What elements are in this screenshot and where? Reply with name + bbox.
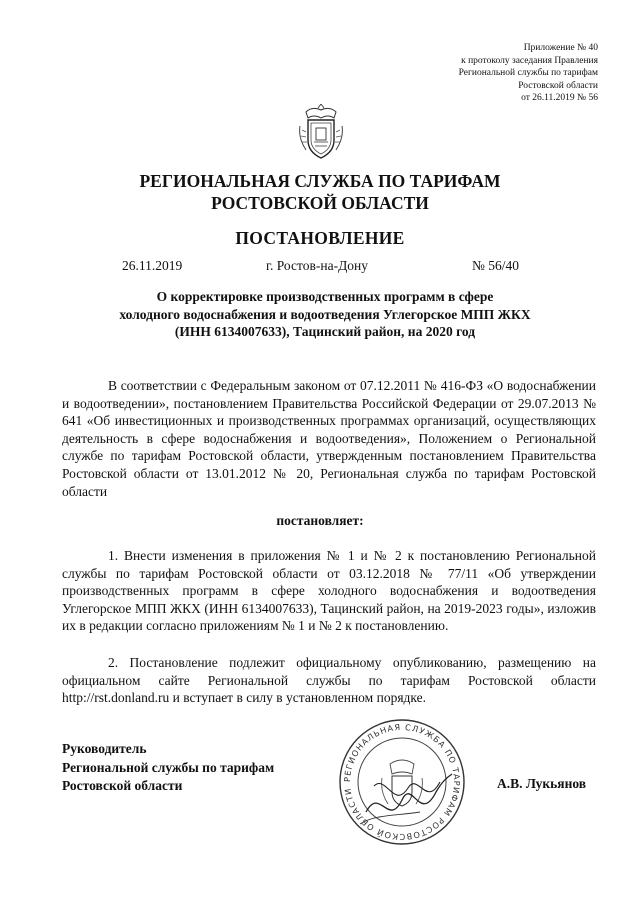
seal-text: РЕГИОНАЛЬНАЯ СЛУЖБА ПО ТАРИФАМ РОСТОВСКОЙ ОБЛАСТИ xyxy=(341,721,463,843)
signatory-title-line: Ростовской области xyxy=(62,778,183,793)
signatory-title xyxy=(62,740,274,796)
document-subject xyxy=(60,288,590,341)
preamble-paragraph: В соответствии с Федеральным законом от 07.12.2011 № 416-ФЗ «О водоснабжении и водоотведении», постановлением Правительства Российской Федерации от 29.07.2013 № 641 «Об инвестиционных и производственных программах организаций, осуществляющих деятельность в сфере водоснабжения и водоотведения», Положением о Региональной службе по тарифам Ростовской области, утвержденным постановлением Правительства Ростовской области от 13.01.2012 № 20, Региональная служба по тарифам Ростовской области xyxy=(62,378,596,499)
document-type: ПОСТАНОВЛЕНИЕ xyxy=(235,228,405,248)
organization-name xyxy=(0,170,640,214)
document-number: № 56/40 xyxy=(472,258,520,273)
appendix-line: Приложение № 40 xyxy=(523,43,598,53)
document-date: 26.11.2019 xyxy=(122,258,183,273)
subject-line: (ИНН 6134007633), Тацинский район, на 2020 год xyxy=(174,324,476,339)
signatory-title-line: Региональной службы по тарифам xyxy=(62,759,275,775)
appendix-line: к протоколу заседания Правления xyxy=(461,55,598,66)
appendix-line: Региональной службы по тарифам xyxy=(458,68,598,78)
official-seal-icon xyxy=(336,716,468,848)
appendix-line: Ростовской области xyxy=(518,80,598,91)
coat-of-arms-icon xyxy=(296,104,346,162)
document-city: г. Ростов-на-Дону xyxy=(266,258,369,273)
org-line: РОСТОВСКОЙ ОБЛАСТИ xyxy=(211,193,429,213)
org-line: РЕГИОНАЛЬНАЯ СЛУЖБА ПО ТАРИФАМ xyxy=(139,171,501,191)
subject-line: холодного водоснабжения и водоотведения Углегорское МПП ЖКХ xyxy=(119,306,531,322)
item-2-paragraph: 2. Постановление подлежит официальному опубликованию, размещению на официальном сайте Региональной службы по тарифам Ростовской области http://rst.donland.ru и вступает в силу в установленном порядке. xyxy=(62,655,596,706)
signatory-name: А.В. Лукьянов xyxy=(497,776,587,791)
item-1-paragraph: 1. Внести изменения в приложения № 1 и № 2 к постановлению Региональной службы по тарифам Ростовской области от 03.12.2018 № 77/11 «Об утверждении производственных программ в сфере холодного водоснабжения и водоотведения Углегорское МПП ЖКХ (ИНН 6134007633), Тацинский район, на 2019-2023 годы», изложив их в редакции согласно приложениям № 1 и № 2 к постановлению. xyxy=(62,548,596,634)
subject-line: О корректировке производственных программ в сфере xyxy=(156,289,494,304)
svg-text:РЕГИОНАЛЬНАЯ СЛУЖБА ПО ТАРИФАМ xyxy=(342,722,462,842)
appendix-note xyxy=(358,42,598,105)
appendix-line: от 26.11.2019 № 56 xyxy=(521,93,598,103)
resolves-heading: постановляет: xyxy=(276,513,364,528)
signatory-title-line: Руководитель xyxy=(62,741,147,756)
